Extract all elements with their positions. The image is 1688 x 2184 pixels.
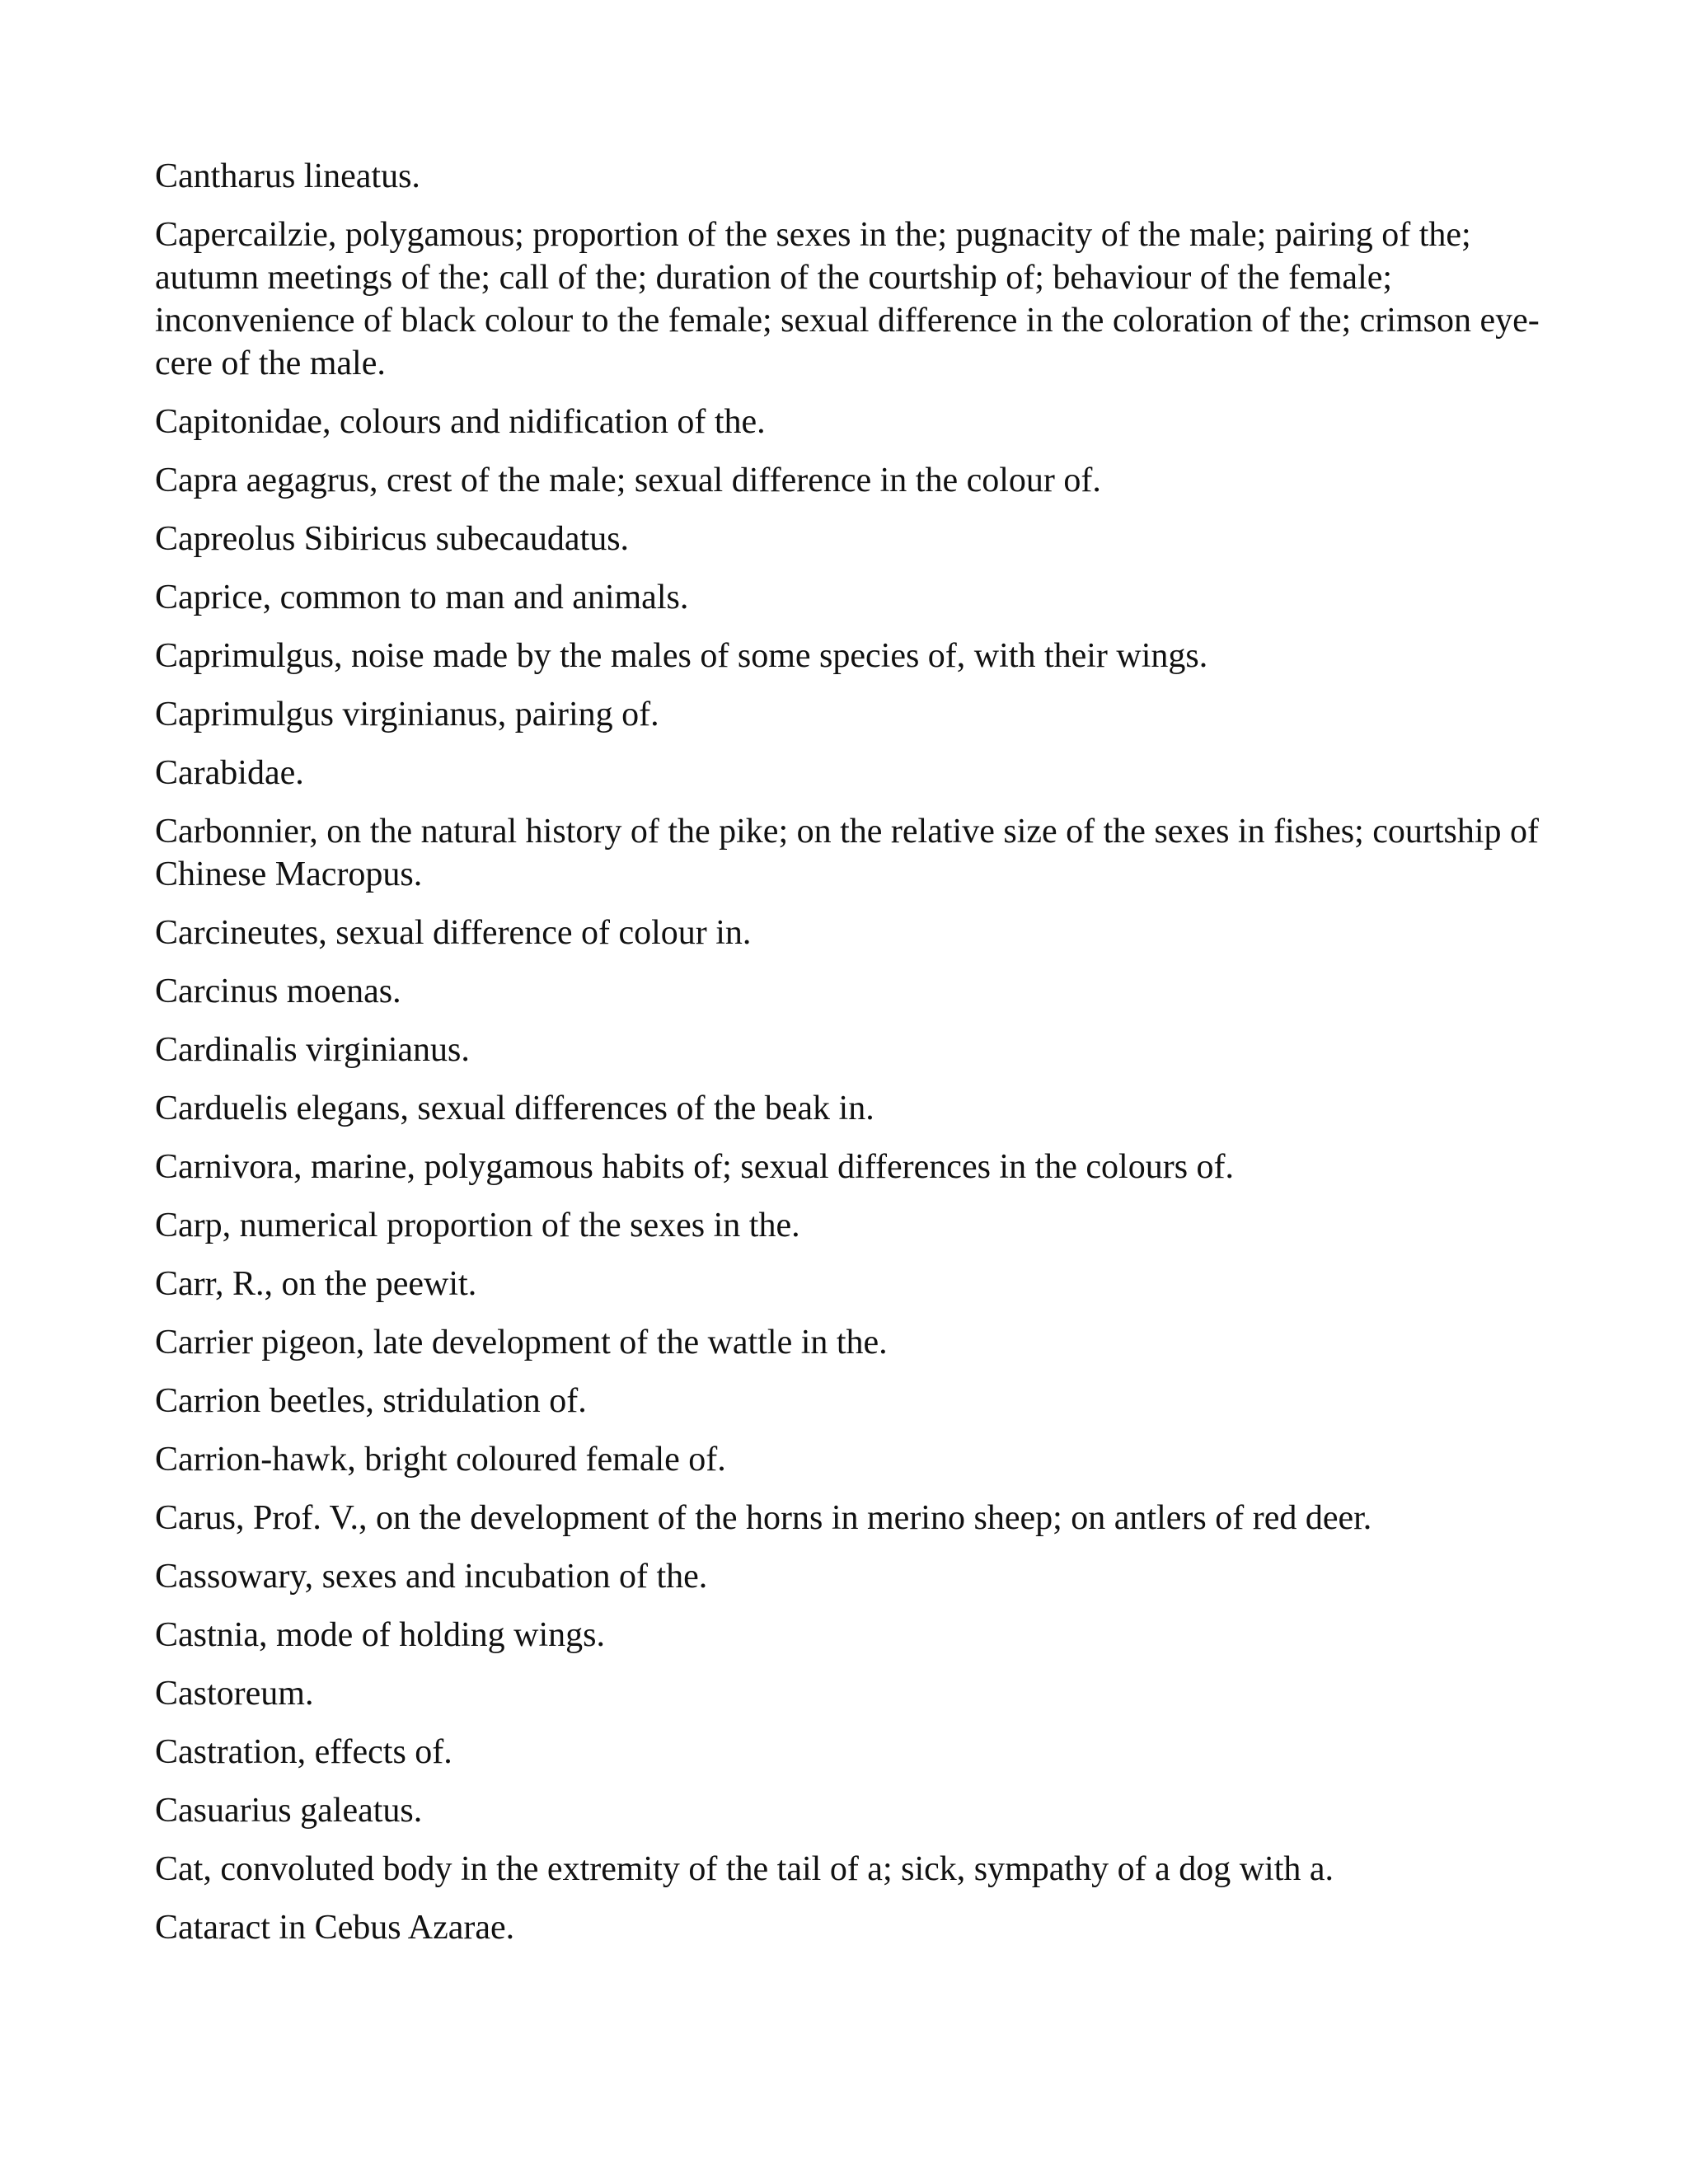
- index-entry: Cassowary, sexes and incubation of the.: [155, 1558, 708, 1596]
- index-entry: Cardinalis virginianus.: [155, 1031, 470, 1069]
- index-entry: Carabidae.: [155, 754, 304, 792]
- index-entry: Carus, Prof. V., on the development of the horns in merino sheep; on antlers of red deer.: [155, 1499, 1372, 1537]
- index-entry: Cataract in Cebus Azarae.: [155, 1909, 515, 1947]
- index-entry: Carnivora, marine, polygamous habits of; sexual differences in the colours of.: [155, 1148, 1235, 1186]
- index-entry: Caprimulgus virginianus, pairing of.: [155, 696, 659, 733]
- index-entry: Capercailzie, polygamous; proportion of the sexes in the; pugnacity of the male; pairing of the; autumn meetings of the; call of the; duration of the courtship of; behaviour of the female; inconvenience of black colour to the female; sexual difference in the coloration of the; crimson eye-cere of the male.: [155, 216, 1540, 382]
- index-entry: Capreolus Sibiricus subecaudatus.: [155, 520, 630, 558]
- index-entry: Castoreum.: [155, 1675, 314, 1713]
- index-entry: Cat, convoluted body in the extremity of the tail of a; sick, sympathy of a dog with a.: [155, 1850, 1334, 1888]
- index-entry: Carcinus moenas.: [155, 972, 401, 1010]
- index-entry: Carduelis elegans, sexual differences of the beak in.: [155, 1090, 874, 1127]
- index-entry: Caprice, common to man and animals.: [155, 579, 689, 616]
- index-entry: Cantharus lineatus.: [155, 157, 420, 195]
- index-entry: Casuarius galeatus.: [155, 1792, 423, 1830]
- index-entry: Carcineutes, sexual difference of colour in.: [155, 914, 752, 952]
- index-entry: Capitonidae, colours and nidification of the.: [155, 403, 766, 441]
- index-entry: Carp, numerical proportion of the sexes in the.: [155, 1207, 800, 1244]
- index-entry: Castnia, mode of holding wings.: [155, 1616, 605, 1654]
- index-page: [155, 155, 1540, 1965]
- index-entry: Carbonnier, on the natural history of the pike; on the relative size of the sexes in fishes; courtship of Chinese Macropus.: [155, 813, 1540, 893]
- index-entry: Capra aegagrus, crest of the male; sexual difference in the colour of.: [155, 462, 1101, 499]
- index-entry: Carrion-hawk, bright coloured female of.: [155, 1441, 726, 1479]
- index-entry: Caprimulgus, noise made by the males of some species of, with their wings.: [155, 637, 1208, 675]
- index-entry: Carrier pigeon, late development of the wattle in the.: [155, 1324, 888, 1361]
- index-entry: Carrion beetles, stridulation of.: [155, 1382, 587, 1420]
- index-entry: Castration, effects of.: [155, 1733, 452, 1771]
- index-entry: Carr, R., on the peewit.: [155, 1265, 477, 1303]
